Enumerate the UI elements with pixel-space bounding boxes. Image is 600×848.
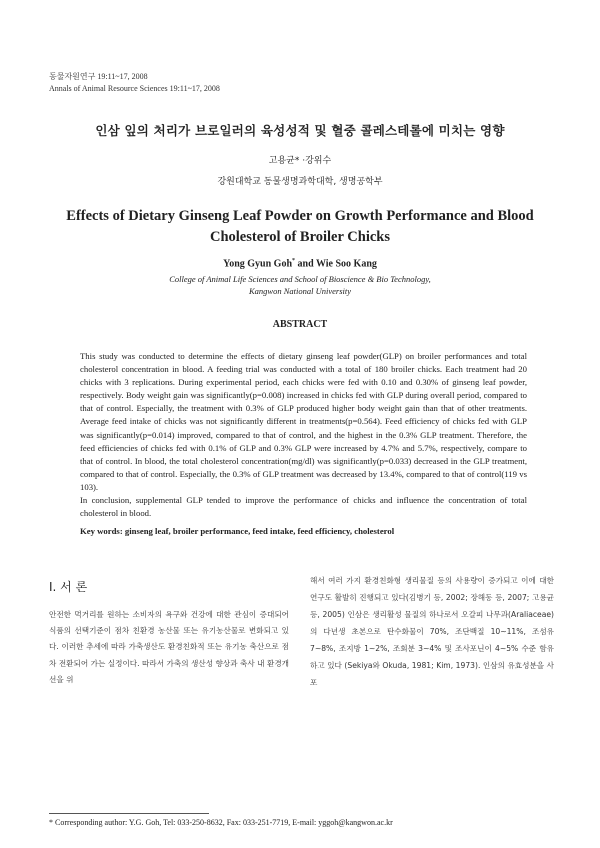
intro-right-column: 해서 여러 가지 환경친화형 생리물질 등의 사용량이 증가되고 이에 대한 연구도 활발히 진행되고 있다(김병기 등, 2002; 장해동 등, 2007; 고용균 등, 2005) 인삼은 생리활성 물질의 하나로서 오갈피 나무과(Araliaceae)의 다년생 초본으로 탄수화물이 70%, 조단백질 10~11%, 조섬유 7~8%, 조지방 1~2%, 조회분 3~4% 및 조사포닌이 4~5% 수준 함유하고 있다 (Sekiya와 Okuda, 1981; Kim, 1973). 인삼의 유효성분을 사포 bbox=[310, 576, 554, 687]
intro-left-column: 안전한 먹거리를 원하는 소비자의 욕구와 건강에 대한 관심이 증대되어 식품의 선택기준이 점차 친환경 농산물 또는 유기농산물로 변화되고 있다. 이러한 추세에 따라 가축생산도 환경친화적 또는 유기농 축산으로 점차 전환되어 가는 실정이다. 따라서 가축의 생산성 향상과 축사 내 환경개선을 위 bbox=[49, 610, 289, 684]
title-korean: 인삼 잎의 처리가 브로일러의 육성성적 및 혈중 콜레스테롤에 미치는 영향 bbox=[95, 123, 505, 138]
abstract-body bbox=[80, 350, 527, 520]
abstract-paragraph-1: This study was conducted to determine the effects of dietary ginseng leaf powder(GLP) on broiler performances and total cholesterol concentration in blood. A feeding trial was conducted with a total of 180 broiler chicks. Each treatment had 20 chicks with 3 replications. During experimental period, each chicks were fed with 0.10 and 0.30% of ginseng leaf powder, respectively. Body weight gain was significantly(p=0.008) increased in chicks fed with GLP during overall period, compared to that of control. Especially, the treatment with 0.3% of GLP produced higher body weight gain than that of other treatments. Average feed intake of chicks was not significantly different in treatments(p=0.564). Feed efficiency of chicks fed with GLP was significantly(p=0.014) improved, compared to that of control, and the highest in the 0.3% GLP treatment. Therefore, the feed efficiencies of chicks fed with 0.1% of GLP and 0.3% GLP were increased by 4.7% and 5.7%, respectively, compare to that of control. In blood, the total cholesterol concentration(mg/dl) was significantly(p=0.033) decreased in the GLP treatment, compared to that of control. Especially, the 0.3% of GLP treatment was decreased by 13.4%, compared to that of control(119 vs 103). bbox=[80, 351, 527, 492]
keywords: Key words: ginseng leaf, broiler performance, feed intake, feed efficiency, cholesterol bbox=[80, 526, 395, 536]
affiliation-line-1: College of Animal Life Sciences and School of Bioscience & Bio Technology, bbox=[169, 274, 431, 284]
corresponding-mark: * bbox=[292, 258, 296, 264]
corresponding-author-footnote: * Corresponding author: Y.G. Goh, Tel: 033-250-8632, Fax: 033-251-7719, E-mail: yggoh@kangwon.ac.kr bbox=[49, 818, 393, 827]
section-heading-introduction: Ⅰ. 서 론 bbox=[49, 580, 88, 594]
affiliation-korean: 강원대학교 동물생명과학대학, 생명공학부 bbox=[217, 177, 383, 187]
title-english: Effects of Dietary Ginseng Leaf Powder on Growth Performance and Blood Cholesterol of Broiler Chicks bbox=[66, 208, 534, 245]
journal-citation bbox=[49, 71, 220, 95]
journal-line-ko: 동물자원연구 19:11~17, 2008 bbox=[49, 72, 148, 81]
authors-english bbox=[0, 258, 600, 269]
footnote-divider bbox=[49, 813, 209, 814]
abstract-heading: ABSTRACT bbox=[272, 319, 328, 330]
journal-line-en: Annals of Animal Resource Sciences 19:11~17, 2008 bbox=[49, 84, 220, 93]
authors-korean: 고용균* ·강위수 bbox=[268, 156, 332, 166]
affiliation-english bbox=[0, 273, 600, 297]
affiliation-line-2: Kangwon National University bbox=[249, 286, 351, 296]
abstract-paragraph-2: In conclusion, supplemental GLP tended to improve the performance of chicks and influence the concentration of total cholesterol in blood. bbox=[80, 495, 527, 519]
author-rest: and Wie Soo Kang bbox=[295, 258, 377, 270]
author-first: Yong Gyun Goh bbox=[223, 258, 293, 270]
